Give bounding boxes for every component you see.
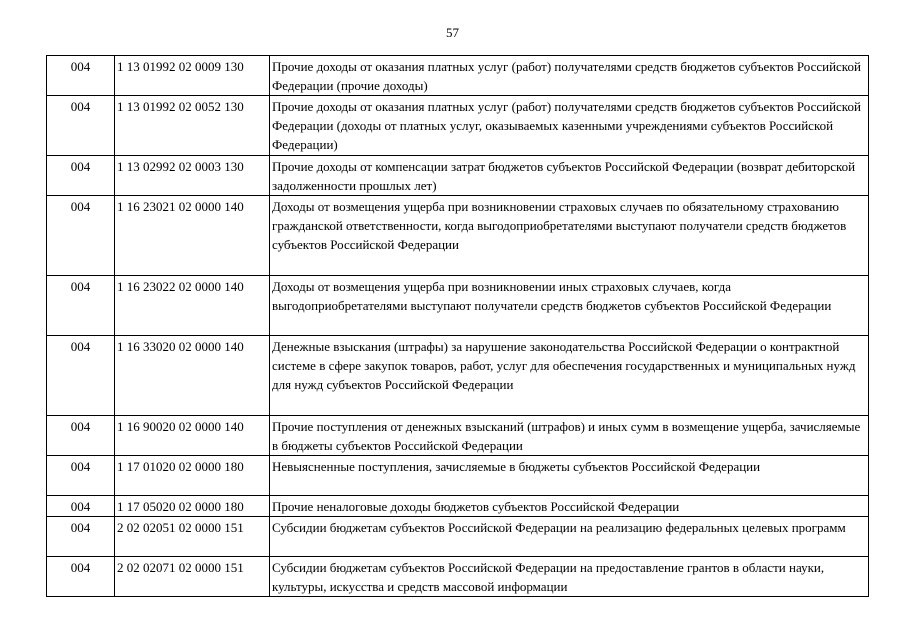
table-row	[47, 336, 869, 416]
revenue-name-cell: Прочие доходы от компенсации затрат бюджетов субъектов Российской Федерации (возврат дебиторской задолженности прошлых лет)	[270, 156, 869, 196]
table-row	[47, 557, 869, 597]
budget-classification-code-cell: 1 16 23022 02 0000 140	[115, 276, 270, 336]
table-row	[47, 96, 869, 156]
budget-classification-code-cell: 1 17 05020 02 0000 180	[115, 496, 270, 517]
revenue-name-cell: Прочие поступления от денежных взысканий (штрафов) и иных сумм в возмещение ущерба, зачисляемые в бюджеты субъектов Российской Федерации	[270, 416, 869, 456]
table-row	[47, 496, 869, 517]
revenue-name-cell: Прочие доходы от оказания платных услуг (работ) получателями средств бюджетов субъектов Российской Федерации (прочие доходы)	[270, 56, 869, 96]
table-row	[47, 196, 869, 276]
admin-code-cell: 004	[47, 557, 115, 597]
revenue-name-cell: Невыясненные поступления, зачисляемые в бюджеты субъектов Российской Федерации	[270, 456, 869, 496]
page-number: 57	[446, 25, 459, 40]
budget-classification-code-cell: 2 02 02051 02 0000 151	[115, 517, 270, 557]
revenue-name-cell: Доходы от возмещения ущерба при возникновении страховых случаев по обязательному страхованию гражданской ответственности, когда выгодоприобретателями выступают получатели средств бюджетов субъектов Российской Федерации	[270, 196, 869, 276]
budget-classification-code-cell: 2 02 02071 02 0000 151	[115, 557, 270, 597]
budget-classification-code-cell: 1 17 01020 02 0000 180	[115, 456, 270, 496]
table-row	[47, 416, 869, 456]
admin-code-cell: 004	[47, 336, 115, 416]
budget-classification-code-cell: 1 13 01992 02 0009 130	[115, 56, 270, 96]
revenue-name-cell: Доходы от возмещения ущерба при возникновении иных страховых случаев, когда выгодоприобретателями выступают получатели средств бюджетов субъектов Российской Федерации	[270, 276, 869, 336]
admin-code-cell: 004	[47, 517, 115, 557]
budget-classification-code-cell: 1 13 01992 02 0052 130	[115, 96, 270, 156]
budget-classification-code-cell: 1 16 33020 02 0000 140	[115, 336, 270, 416]
table-row	[47, 156, 869, 196]
table-row	[47, 456, 869, 496]
table-row	[47, 517, 869, 557]
revenue-code-table	[46, 55, 869, 597]
revenue-name-cell: Прочие неналоговые доходы бюджетов субъектов Российской Федерации	[270, 496, 869, 517]
admin-code-cell: 004	[47, 96, 115, 156]
admin-code-cell: 004	[47, 156, 115, 196]
admin-code-cell: 004	[47, 416, 115, 456]
admin-code-cell: 004	[47, 196, 115, 276]
budget-classification-code-cell: 1 16 90020 02 0000 140	[115, 416, 270, 456]
revenue-name-cell: Прочие доходы от оказания платных услуг (работ) получателями средств бюджетов субъектов Российской Федерации (доходы от платных услуг, оказываемых казенными учреждениями субъектов Российской Федерации)	[270, 96, 869, 156]
admin-code-cell: 004	[47, 56, 115, 96]
revenue-name-cell: Субсидии бюджетам субъектов Российской Федерации на реализацию федеральных целевых программ	[270, 517, 869, 557]
admin-code-cell: 004	[47, 496, 115, 517]
revenue-name-cell: Денежные взыскания (штрафы) за нарушение законодательства Российской Федерации о контрактной системе в сфере закупок товаров, работ, услуг для обеспечения государственных и муниципальных нужд для нужд субъектов Российской Федерации	[270, 336, 869, 416]
table-row	[47, 276, 869, 336]
table-row	[47, 56, 869, 96]
admin-code-cell: 004	[47, 456, 115, 496]
budget-classification-code-cell: 1 16 23021 02 0000 140	[115, 196, 270, 276]
revenue-name-cell: Субсидии бюджетам субъектов Российской Федерации на предоставление грантов в области науки, культуры, искусства и средств массовой информации	[270, 557, 869, 597]
admin-code-cell: 004	[47, 276, 115, 336]
budget-classification-code-cell: 1 13 02992 02 0003 130	[115, 156, 270, 196]
